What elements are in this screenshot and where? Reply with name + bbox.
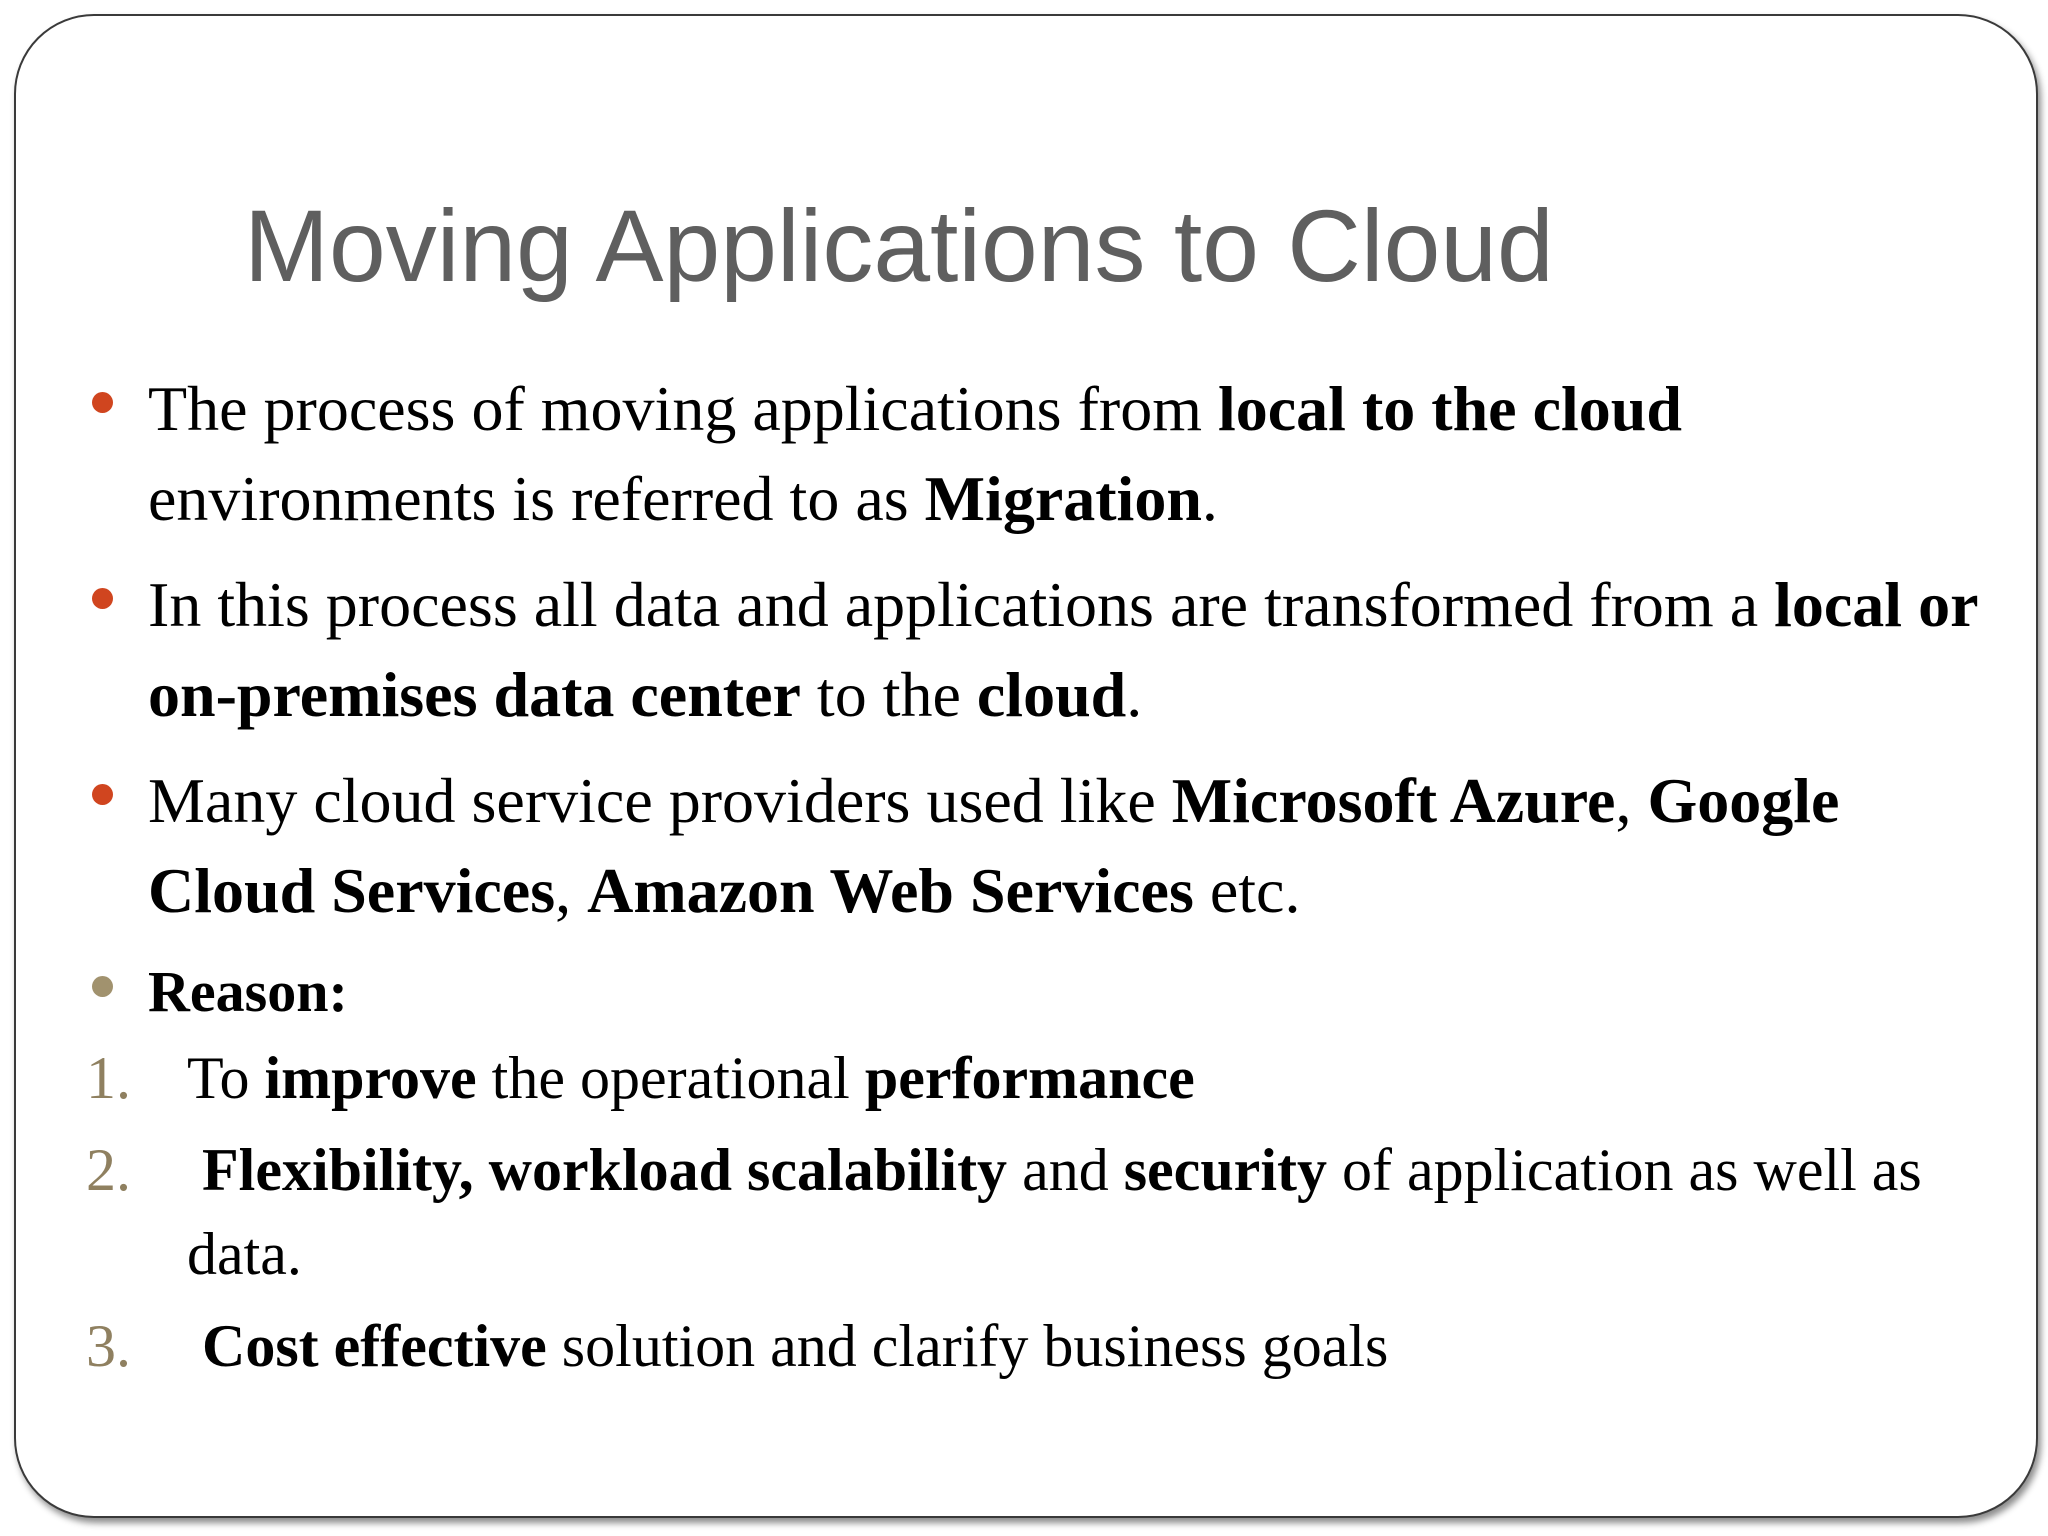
reason-item [86,1036,2021,1120]
text-run: environments is referred to as [148,463,925,534]
bullet-item [86,364,2021,544]
text-run: To [187,1045,265,1111]
text-run: , [555,855,588,926]
reason-text [187,1313,1388,1379]
bold-run: Migration [924,463,1202,534]
reason-text [187,1137,1922,1287]
reason-text [187,1045,1195,1111]
text-run: The process of moving applications from [148,373,1218,444]
bullet-dot-icon [92,392,113,413]
text-run: Many cloud service providers used like [148,765,1172,836]
slide-title: Moving Applications to Cloud [244,189,1554,303]
bullet-item [86,756,2021,936]
bold-run: local or on-premises data center [148,569,1978,730]
bullet-dot-icon [92,784,113,805]
text-run: of application as well as data. [187,1137,1922,1287]
list-number: 3. [86,1313,131,1379]
bold-run: cloud [976,659,1127,730]
list-number: 2. [86,1137,131,1203]
text-run: to the [800,659,977,730]
bold-run: improve [264,1045,477,1111]
text-run: , [1615,765,1648,836]
bullet-text [148,765,1839,926]
reason-item [86,1128,2021,1296]
bold-run: local to the cloud [1217,373,1682,444]
slide-content [86,364,2021,1396]
bullet-item [86,560,2021,740]
text-run: etc. [1193,855,1301,926]
slide [14,14,2038,1518]
bullet-dot-icon [92,588,113,609]
bold-run: Flexibility, workload scalability [202,1137,1008,1203]
text-run: and [1007,1137,1124,1203]
bold-run: security [1123,1137,1327,1203]
text-run: the operational [476,1045,865,1111]
bullet-text [148,569,1977,730]
text-run: . [1126,659,1143,730]
bullet-text [148,373,1682,534]
bold-run: Google Cloud Services [148,765,1840,926]
bold-run: Amazon Web Services [587,855,1194,926]
text-run: solution and clarify business goals [546,1313,1389,1379]
text-run: . [1201,463,1218,534]
reason-item [86,1304,2021,1388]
bold-run: Cost effective [202,1313,547,1379]
reason-heading [86,952,2021,1032]
bullet-dot-icon [92,976,113,997]
bold-run: Microsoft Azure [1171,765,1616,836]
reason-label: Reason: [148,959,348,1024]
bold-run: performance [864,1045,1195,1111]
text-run: In this process all data and applications are transformed from a [148,569,1775,640]
list-number: 1. [86,1045,131,1111]
